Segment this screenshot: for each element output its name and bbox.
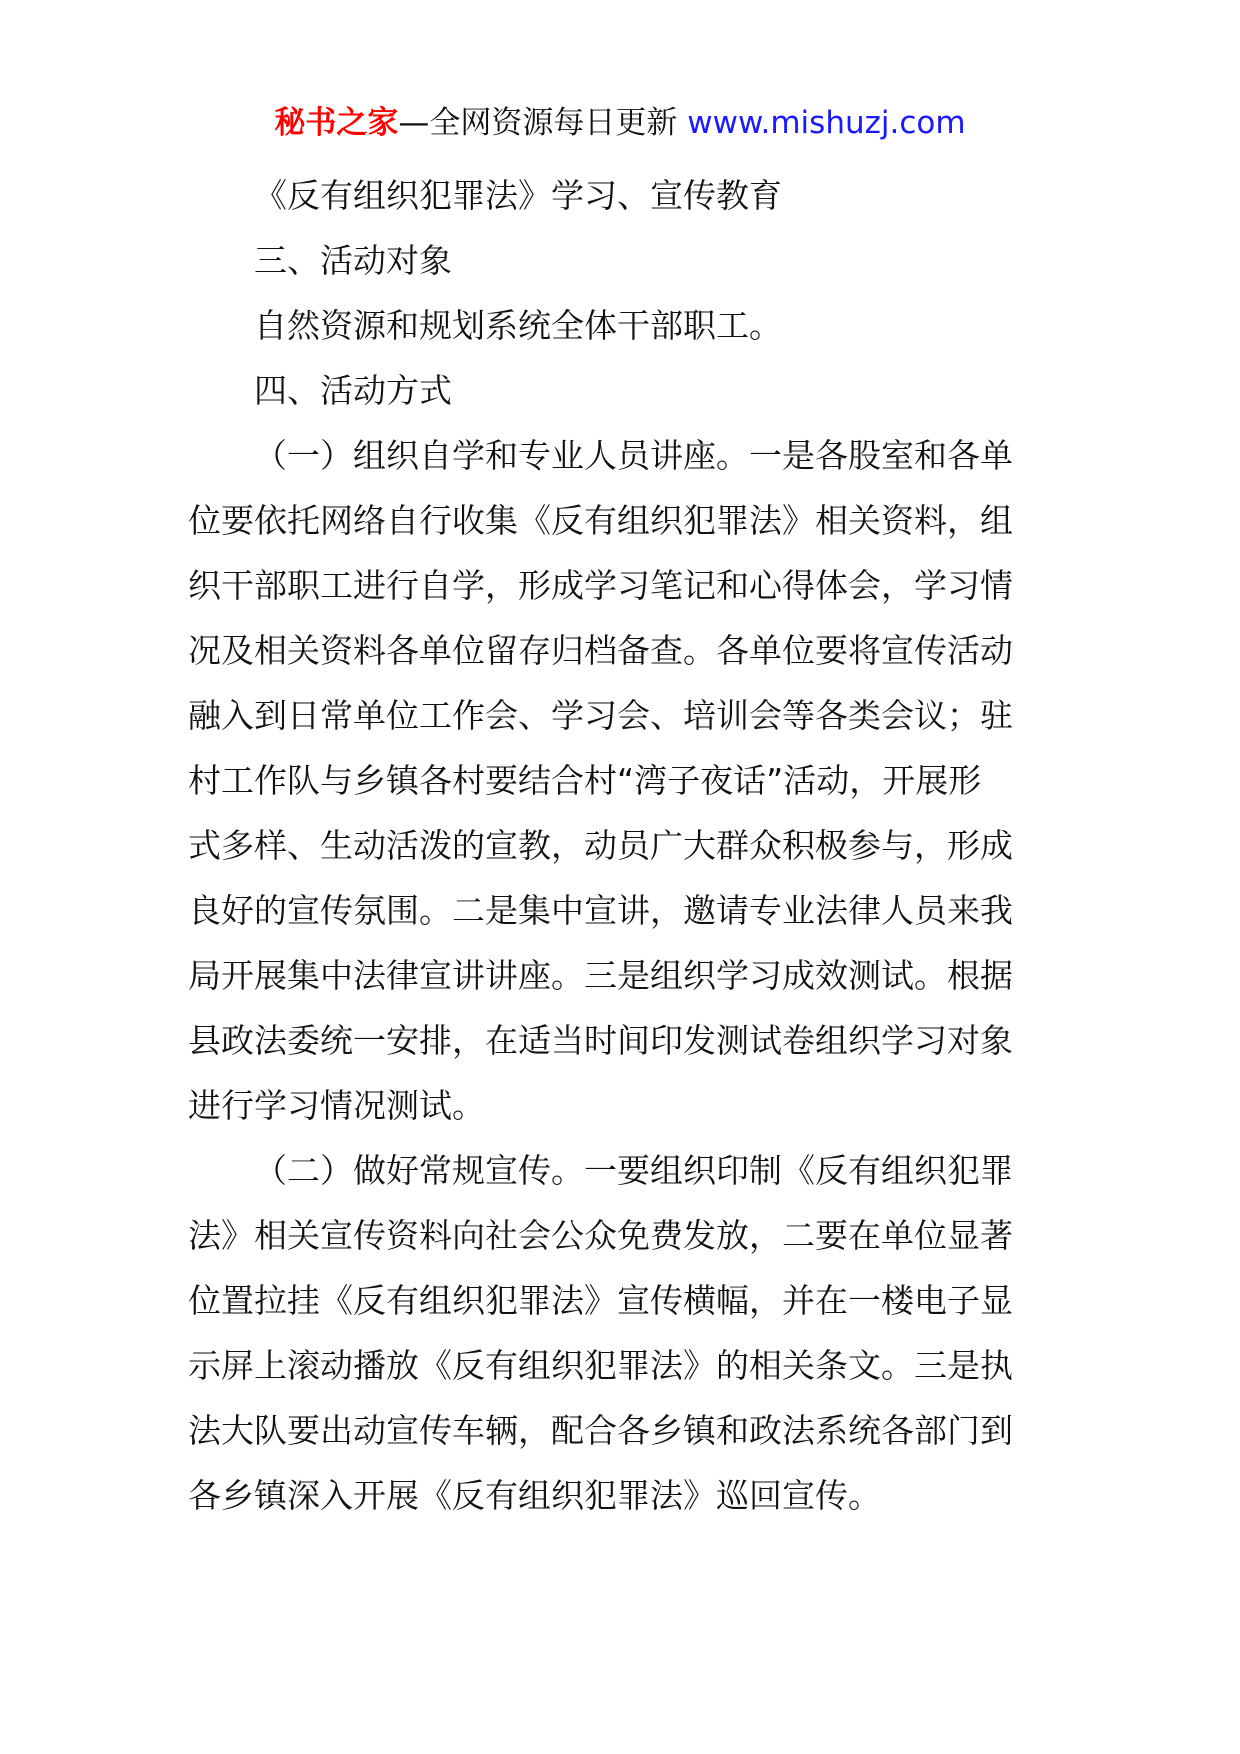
paragraph-line: 况及相关资料各单位留存归档备查。各单位要将宣传活动 [188, 631, 1013, 670]
paragraph-line: （二）做好常规宣传。一要组织印制《反有组织犯罪 [254, 1151, 1013, 1190]
paragraph-line: 村工作队与乡镇各村要结合村“湾子夜话”活动，开展形 [188, 761, 982, 800]
paragraph-line: 织干部职工进行自学，形成学习笔记和心得体会，学习情 [188, 566, 1013, 605]
paragraph-self-study [188, 423, 1033, 1138]
brand-name: 秘书之家 [274, 105, 399, 141]
paragraph-line: 法》相关宣传资料向社会公众免费发放，二要在单位显著 [188, 1216, 1013, 1255]
paragraph-line: 县政法委统一安排，在适当时间印发测试卷组织学习对象 [188, 1021, 1013, 1060]
paragraph-line: 法大队要出动宣传车辆，配合各乡镇和政法系统各部门到 [188, 1411, 1013, 1450]
paragraph-line: 融入到日常单位工作会、学习会、培训会等各类会议；驻 [188, 696, 1013, 735]
paragraph-line: 示屏上滚动播放《反有组织犯罪法》的相关条文。三是执 [188, 1346, 1013, 1385]
paragraph-line: 进行学习情况测试。 [188, 1086, 485, 1125]
site-url-link[interactable]: www.mishuzj.com [687, 105, 966, 141]
paragraph-line: 位要依托网络自行收集《反有组织犯罪法》相关资料，组 [188, 501, 1013, 540]
continued-title-line: 《反有组织犯罪法》学习、宣传教育 [254, 176, 782, 215]
paragraph-line: （一）组织自学和专业人员讲座。一是各股室和各单 [254, 436, 1013, 475]
section-text-targets: 自然资源和规划系统全体干部职工。 [254, 306, 782, 345]
paragraph-line: 良好的宣传氛围。二是集中宣讲，邀请专业法律人员来我 [188, 891, 1013, 930]
paragraph-line: 局开展集中法律宣讲讲座。三是组织学习成效测试。根据 [188, 956, 1013, 995]
section-heading-targets: 三、活动对象 [254, 241, 452, 280]
document-body [188, 163, 1033, 1528]
paragraph-publicity [188, 1138, 1033, 1528]
paragraph-line: 式多样、生动活泼的宣教，动员广大群众积极参与，形成 [188, 826, 1013, 865]
watermark-header [0, 100, 1240, 146]
paragraph-line: 位置拉挂《反有组织犯罪法》宣传横幅，并在一楼电子显 [188, 1281, 1013, 1320]
header-tagline: —全网资源每日更新 [398, 105, 688, 141]
paragraph-line: 各乡镇深入开展《反有组织犯罪法》巡回宣传。 [188, 1476, 881, 1515]
section-heading-methods: 四、活动方式 [254, 371, 452, 410]
